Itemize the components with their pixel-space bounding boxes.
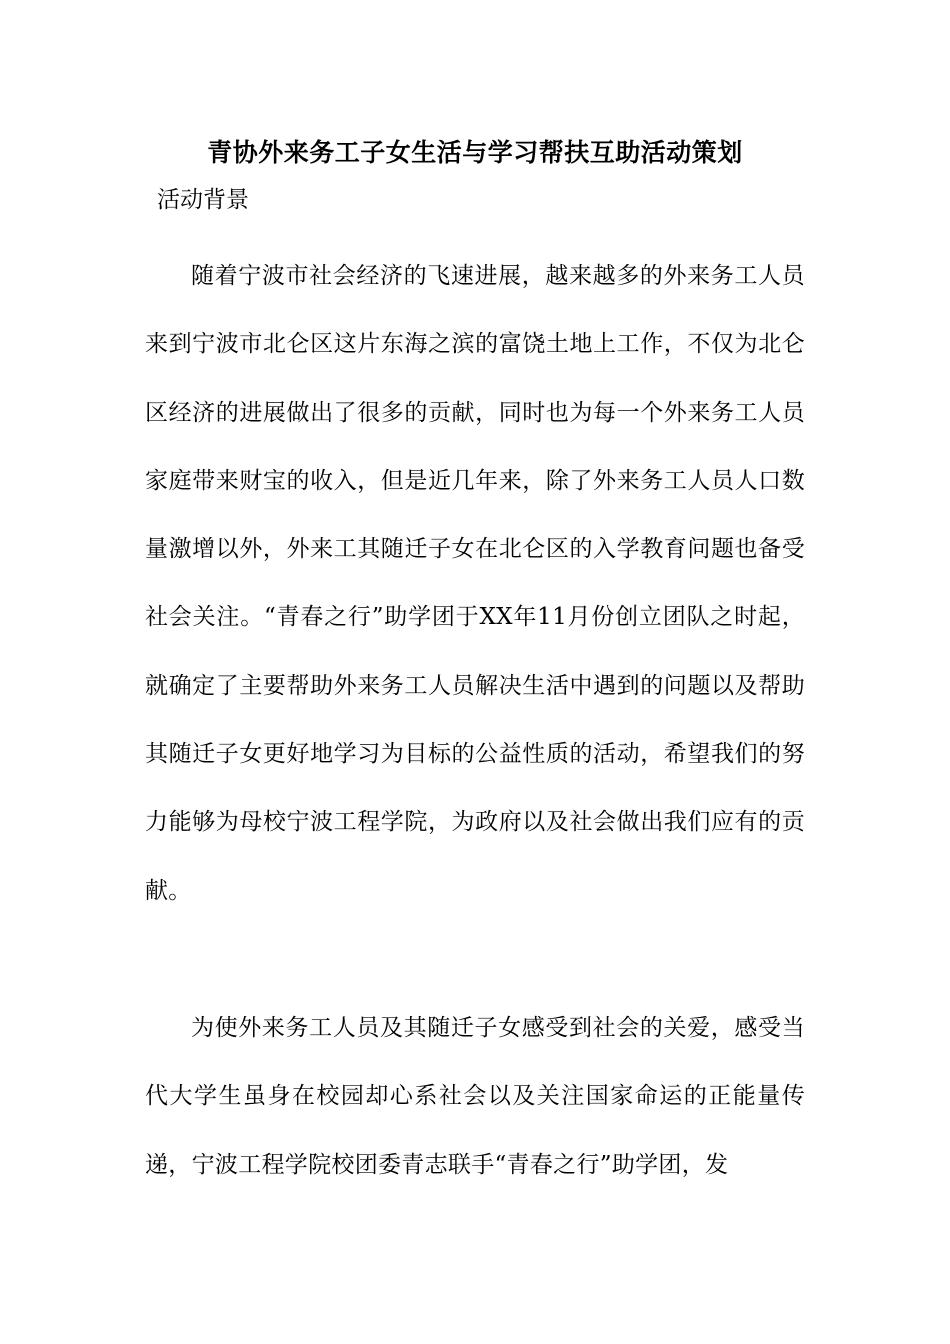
document-title: 青协外来务工子女生活与学习帮扶互助活动策划 — [207, 138, 743, 167]
body-paragraph: 随着宁波市社会经济的飞速进展，越来越多的外来务工人员来到宁波市北仑区这片东海之滨的富饶土地上工作，不仅为北仑区经济的进展做出了很多的贡献，同时也为每一个外来务工人员家庭带来财宝的收入，但是近几年来，除了外来务工人员人口数量激增以外，外来工其随迁子女在北仑区的入学教育问题也备受社会关注。“青春之行”助学团于XX年11月份创立团队之时起，就确定了主要帮助外来务工人员解决生活中遇到的问题以及帮助其随迁子女更好地学习为目标的公益性质的活动，希望我们的努力能够为母校宁波工程学院，为政府以及社会做出我们应有的贡献。 — [145, 263, 805, 904]
body-paragraph: 为使外来务工人员及其随迁子女感受到社会的关爱，感受当代大学生虽身在校园却心系社会以及关注国家命运的正能量传递，宁波工程学院校团委青志联手“青春之行”助学团，发 — [145, 1015, 805, 1178]
section-heading: 活动背景 — [157, 187, 249, 213]
